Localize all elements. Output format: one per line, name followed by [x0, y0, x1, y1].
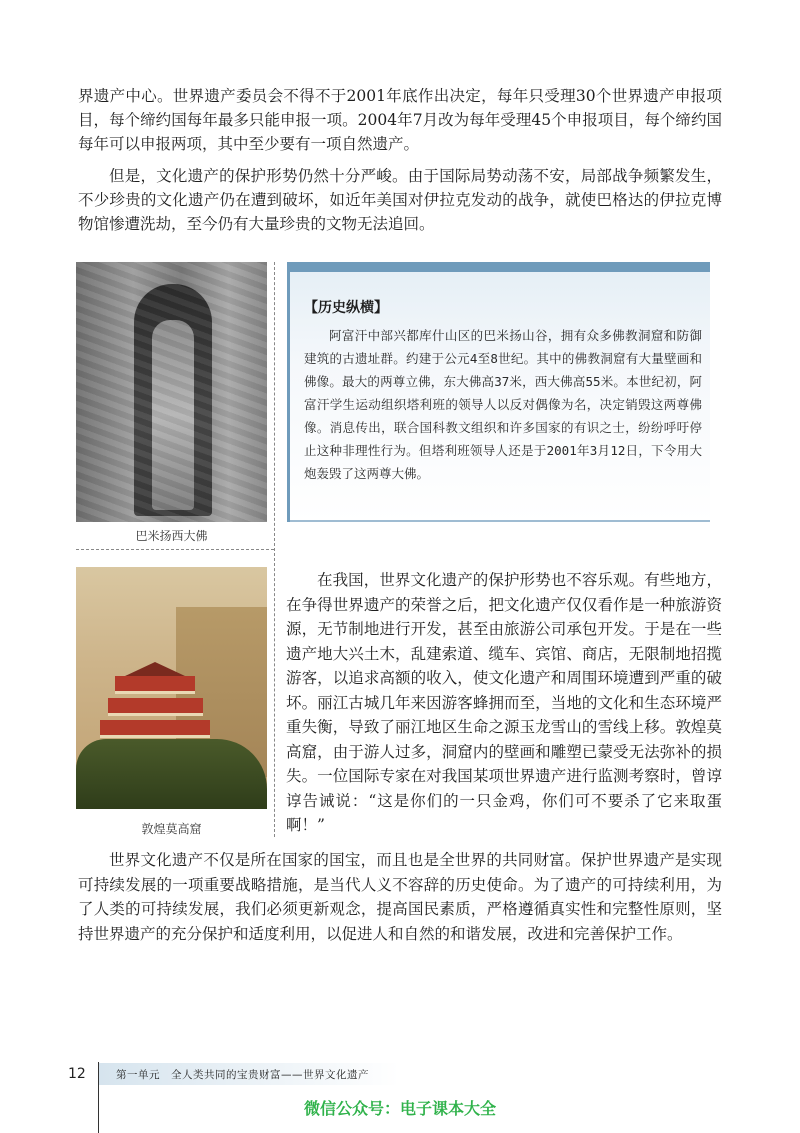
page-number: 12: [68, 1066, 86, 1082]
divider-horizontal: [76, 549, 274, 550]
divider-vertical: [274, 262, 275, 837]
dunhuang-mogao-photo: [76, 567, 267, 809]
paragraph-china-situation: 在我国，世界文化遗产的保护形势也不容乐观。有些地方，在争得世界遗产的荣誉之后，把文化遗产仅仅看作是一种旅游资源，无节制地进行开发，甚至由旅游公司承包开发。于是在一些遗产地大兴土木，乱建索道、缆车、宾馆、商店，无限制地招揽游客，以追求高额的收入，使文化遗产和周围环境遭到严重的破坏。丽江古城几年来因游客蜂拥而至，当地的文化和生态环境严重失衡，导致了丽江地区生命之源玉龙雪山的雪线上移。敦煌莫高窟，由于游人过多，洞窟内的壁画和雕塑已蒙受无法弥补的损失。一位国际专家在对我国某项世界遗产进行监测考察时，曾谆谆告诫说：“这是你们的一只金鸡，你们可不要杀了它来取蛋啊！”: [286, 571, 722, 834]
sidebar-heading: 【历史纵横】: [304, 300, 388, 316]
bamiyan-caption: 巴米扬西大佛: [135, 529, 208, 543]
bamiyan-buddha-photo: [76, 262, 267, 522]
history-sidebar-box: [287, 262, 710, 522]
sidebar-text: 阿富汗中部兴都库什山区的巴米扬山谷，拥有众多佛教洞窟和防御建筑的古遗址群。约建于公元4至8世纪。其中的佛教洞窟有大量壁画和佛像。最大的两尊立佛，东大佛高37米，西大佛高55米。本世纪初，阿富汗学生运动组织塔利班的领导人以反对偶像为名，决定销毁这两尊佛像。消息传出，联合国科教文组织和许多国家的有识之士，纷纷呼吁停止这种非理性行为。但塔利班领导人还是于2001年3月12日，下令用大炮轰毁了这两尊大佛。: [304, 328, 702, 481]
dunhuang-caption: 敦煌莫高窟: [141, 822, 202, 836]
paragraph-heritage-center: 界遗产中心。世界遗产委员会不得不于2001年底作出决定，每年只受理30个世界遗产申报项目，每个缔约国每年最多只能申报一项。2004年7月改为每年受理45个申报项目，每个缔约国每年可以申报两项，其中至少要有一项自然遗产。: [78, 87, 722, 153]
watermark-text: 微信公众号：电子课本大全: [303, 1099, 496, 1118]
paragraph-common-wealth: 世界文化遗产不仅是所在国家的国宝，而且也是全世界的共同财富。保护世界遗产是实现可持续发展的一项重要战略措施，是当代人义不容辞的历史使命。为了遗产的可持续利用，为了人类的可持续发展，我们必须更新观念，提高国民素质，严格遵循真实性和完整性原则，坚持世界遗产的充分保护和适度利用，以促进人和自然的和谐发展，改进和完善保护工作。: [78, 851, 722, 943]
paragraph-protection-situation: 但是，文化遗产的保护形势仍然十分严峻。由于国际局势动荡不安，局部战争频繁发生，不少珍贵的文化遗产仍在遭到破坏，如近年美国对伊拉克发动的战争，就使巴格达的伊拉克博物馆惨遭洗劫，至今仍有大量珍贵的文物无法追回。: [78, 167, 722, 233]
unit-title: 第一单元 全人类共同的宝贵财富——世界文化遗产: [116, 1069, 369, 1081]
